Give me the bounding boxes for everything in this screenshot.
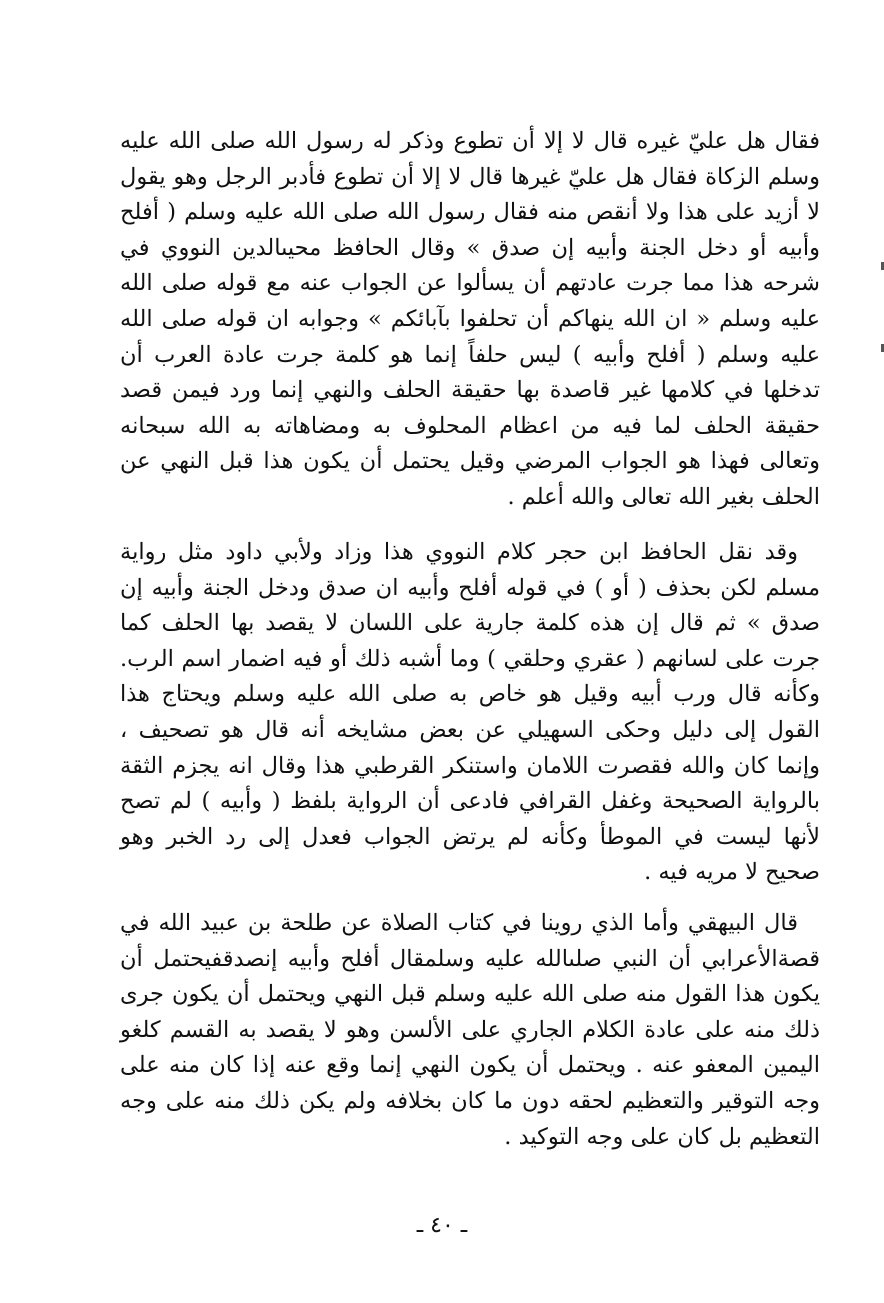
- paragraph-3-text: قال البيهقي وأما الذي روينا في كتاب الصلاة عن طلحة بن عبيد الله في قصةالأعرابي أن النبي صلىالله عليه وسلمقال أفلح وأبيه إنصدقفيحتمل أن يكون هذا القول منه صلى الله عليه وسلم قبل النهي ويحتمل أن يكون جرى ذلك منه على عادة الكلام الجاري على الألسن وهو لا يقصد به القسم كلغو اليمين المعفو عنه . ويحتمل أن يكون النهي إنما وقع عنه إذا كان منه على وجه التوقير والتعظيم لحقه دون ما كان بخلافه ولم يكن ذلك منه على وجه التعظيم بل كان على وجه التوكيد .: [120, 910, 820, 1150]
- paragraph-2-text: وقد نقل الحافظ ابن حجر كلام النووي هذا وزاد ولأبي داود مثل رواية مسلم لكن بحذف ( أو ) في قوله أفلح وأبيه ان صدق ودخل الجنة وأبيه إن صدق » ثم قال إن هذه كلمة جارية على اللسان لا يقصد بها الحلف كما جرت على لسانهم ( عقري وحلقي ) وما أشبه ذلك أو فيه اضمار اسم الرب. وكأنه قال ورب أبيه وقيل هو خاص به صلى الله عليه وسلم ويحتاج هذا القول إلى دليل وحكى السهيلي عن بعض مشايخه أنه قال هو تصحيف ، وإنما كان والله فقصرت اللامان واستنكر القرطبي هذا وقال انه يجزم الثقة بالرواية الصحيحة وغفل القرافي فادعى أن الرواية بلفظ ( وأبيه ) لم تصح لأنها ليست في الموطأ وكأنه لم يرتض الجواب فعدل إلى رد الخبر وهو صحيح لا مريه فيه .: [120, 539, 820, 886]
- page-number-text: ـ ٤٠ ـ: [416, 1213, 468, 1238]
- paragraph-1: [120, 124, 820, 516]
- page-number: [0, 1213, 884, 1238]
- paragraph-2: [120, 535, 820, 891]
- paragraph-1-text: فقال هل عليّ غيره قال لا إلا أن تطوع وذكر له رسول الله صلى الله عليه وسلم الزكاة فقال هل عليّ غيرها قال لا إلا أن تطوع فأدبر الرجل وهو يقول لا أزيد على هذا ولا أنقص منه فقال رسول الله صلى الله عليه وسلم ( أفلح وأبيه أو دخل الجنة وأبيه إن صدق » وقال الحافظ محيىالدين النووي في شرحه هذا مما جرت عادتهم أن يسألوا عن الجواب عنه مع قوله صلى الله عليه وسلم « ان الله ينهاكم أن تحلفوا بآبائكم » وجوابه ان قوله صلى الله عليه وسلم ( أفلح وأبيه ) ليس حلفاً إنما هو كلمة جرت عادة العرب أن تدخلها في كلامها غير قاصدة بها حقيقة الحلف والنهي إنما ورد فيمن قصد حقيقة الحلف لما فيه من اعظام المحلوف به ومضاهاته به الله سبحانه وتعالى فهذا هو الجواب المرضي وقيل يحتمل أن يكون هذا قبل النهي عن الحلف بغير الله تعالى والله أعلم .: [120, 128, 820, 510]
- paragraph-3: [120, 906, 820, 1155]
